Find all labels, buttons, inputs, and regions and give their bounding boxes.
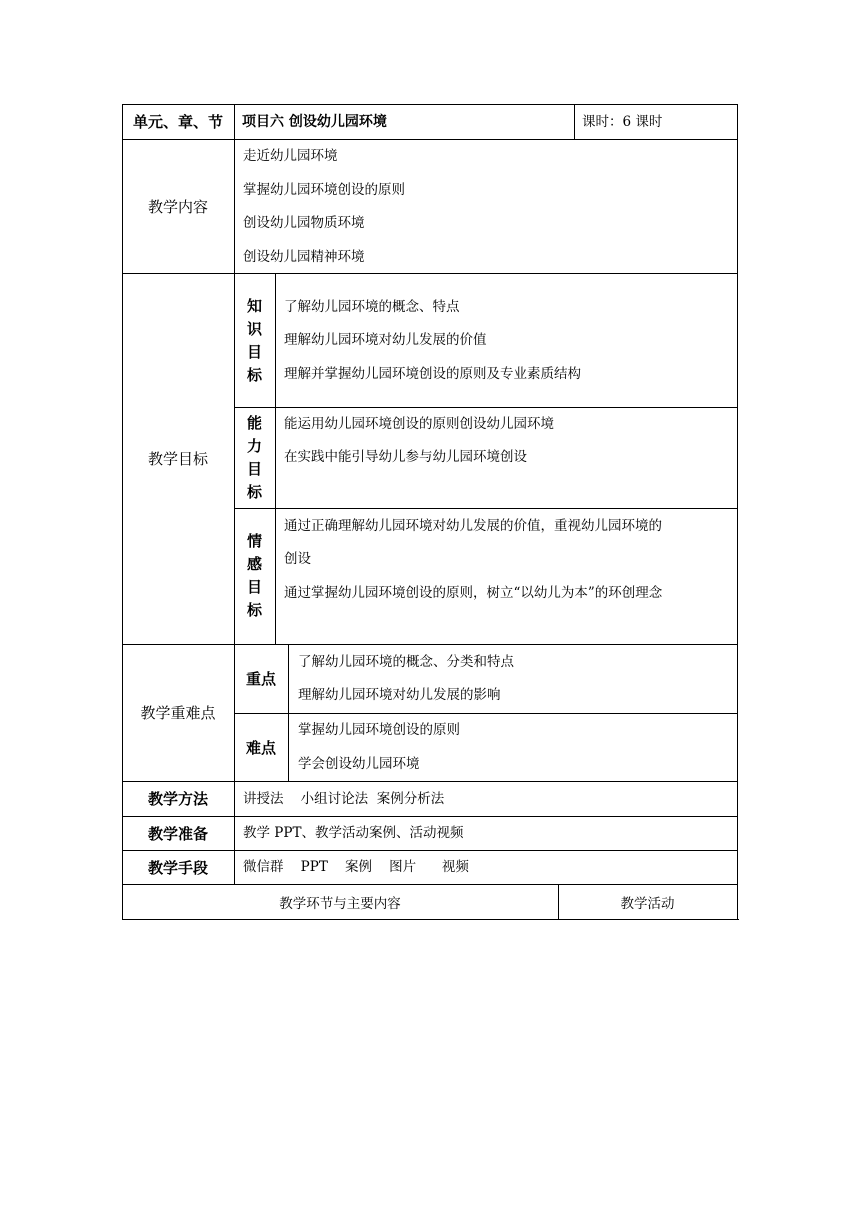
class-hours: 课时：6 课时 — [582, 114, 663, 130]
focus-item: 理解幼儿园环境对幼儿发展的影响 — [298, 687, 501, 703]
unit-title: 项目六 创设幼儿园环境 — [242, 114, 387, 130]
emotion-objective-label: 情 感 目 标 — [246, 532, 262, 619]
rule — [234, 508, 738, 509]
teaching-activities-header: 教学活动 — [620, 895, 675, 912]
rule — [275, 273, 276, 644]
key-points-label: 教学重难点 — [140, 704, 216, 722]
content-item: 走近幼儿园环境 — [243, 148, 338, 164]
rule — [234, 713, 738, 714]
content-item: 掌握幼儿园环境创设的原则 — [243, 182, 405, 198]
focus-label: 重点 — [245, 670, 276, 688]
knowledge-objective-label: 知 识 目 标 — [246, 297, 262, 384]
knowledge-objective-item: 理解并掌握幼儿园环境创设的原则及专业素质结构 — [284, 366, 581, 382]
methods-value: 讲授法 小组讨论法 案例分析法 — [243, 791, 445, 807]
difficulty-item: 学会创设幼儿园环境 — [298, 756, 420, 772]
teaching-process-header: 教学环节与主要内容 — [279, 895, 401, 912]
methods-label: 教学方法 — [147, 790, 208, 808]
content-item: 创设幼儿园物质环境 — [243, 215, 365, 231]
difficulty-item: 掌握幼儿园环境创设的原则 — [298, 722, 460, 738]
focus-item: 了解幼儿园环境的概念、分类和特点 — [298, 654, 514, 670]
knowledge-objective-item: 了解幼儿园环境的概念、特点 — [284, 299, 460, 315]
preparation-label: 教学准备 — [147, 824, 208, 843]
content-item: 创设幼儿园精神环境 — [243, 249, 365, 265]
rule — [288, 644, 289, 781]
means-label: 教学手段 — [147, 858, 208, 877]
rule — [737, 104, 738, 920]
rule — [574, 104, 575, 139]
means-value: 微信群 PPT 案例 图片 视频 — [243, 859, 469, 875]
emotion-objective-item: 创设 — [284, 551, 311, 567]
content-label: 教学内容 — [147, 197, 208, 216]
unit-label: 单元、章、节 — [132, 113, 223, 131]
ability-objective-item: 在实践中能引导幼儿参与幼儿园环境创设 — [284, 449, 527, 465]
objectives-label: 教学目标 — [147, 450, 208, 468]
ability-objective-item: 能运用幼儿园环境创设的原则创设幼儿园环境 — [284, 416, 554, 432]
emotion-objective-item: 通过掌握幼儿园环境创设的原则，树立“以幼儿为本”的环创理念 — [284, 585, 663, 601]
knowledge-objective-item: 理解幼儿园环境对幼儿发展的价值 — [284, 332, 487, 348]
ability-objective-label: 能 力 目 标 — [246, 414, 262, 501]
difficulty-label: 难点 — [245, 738, 276, 757]
rule — [234, 407, 738, 408]
emotion-objective-item: 通过正确理解幼儿园环境对幼儿发展的价值，重视幼儿园环境的 — [284, 518, 662, 534]
preparation-value: 教学 PPT、教学活动案例、活动视频 — [243, 825, 464, 841]
rule — [122, 919, 739, 920]
